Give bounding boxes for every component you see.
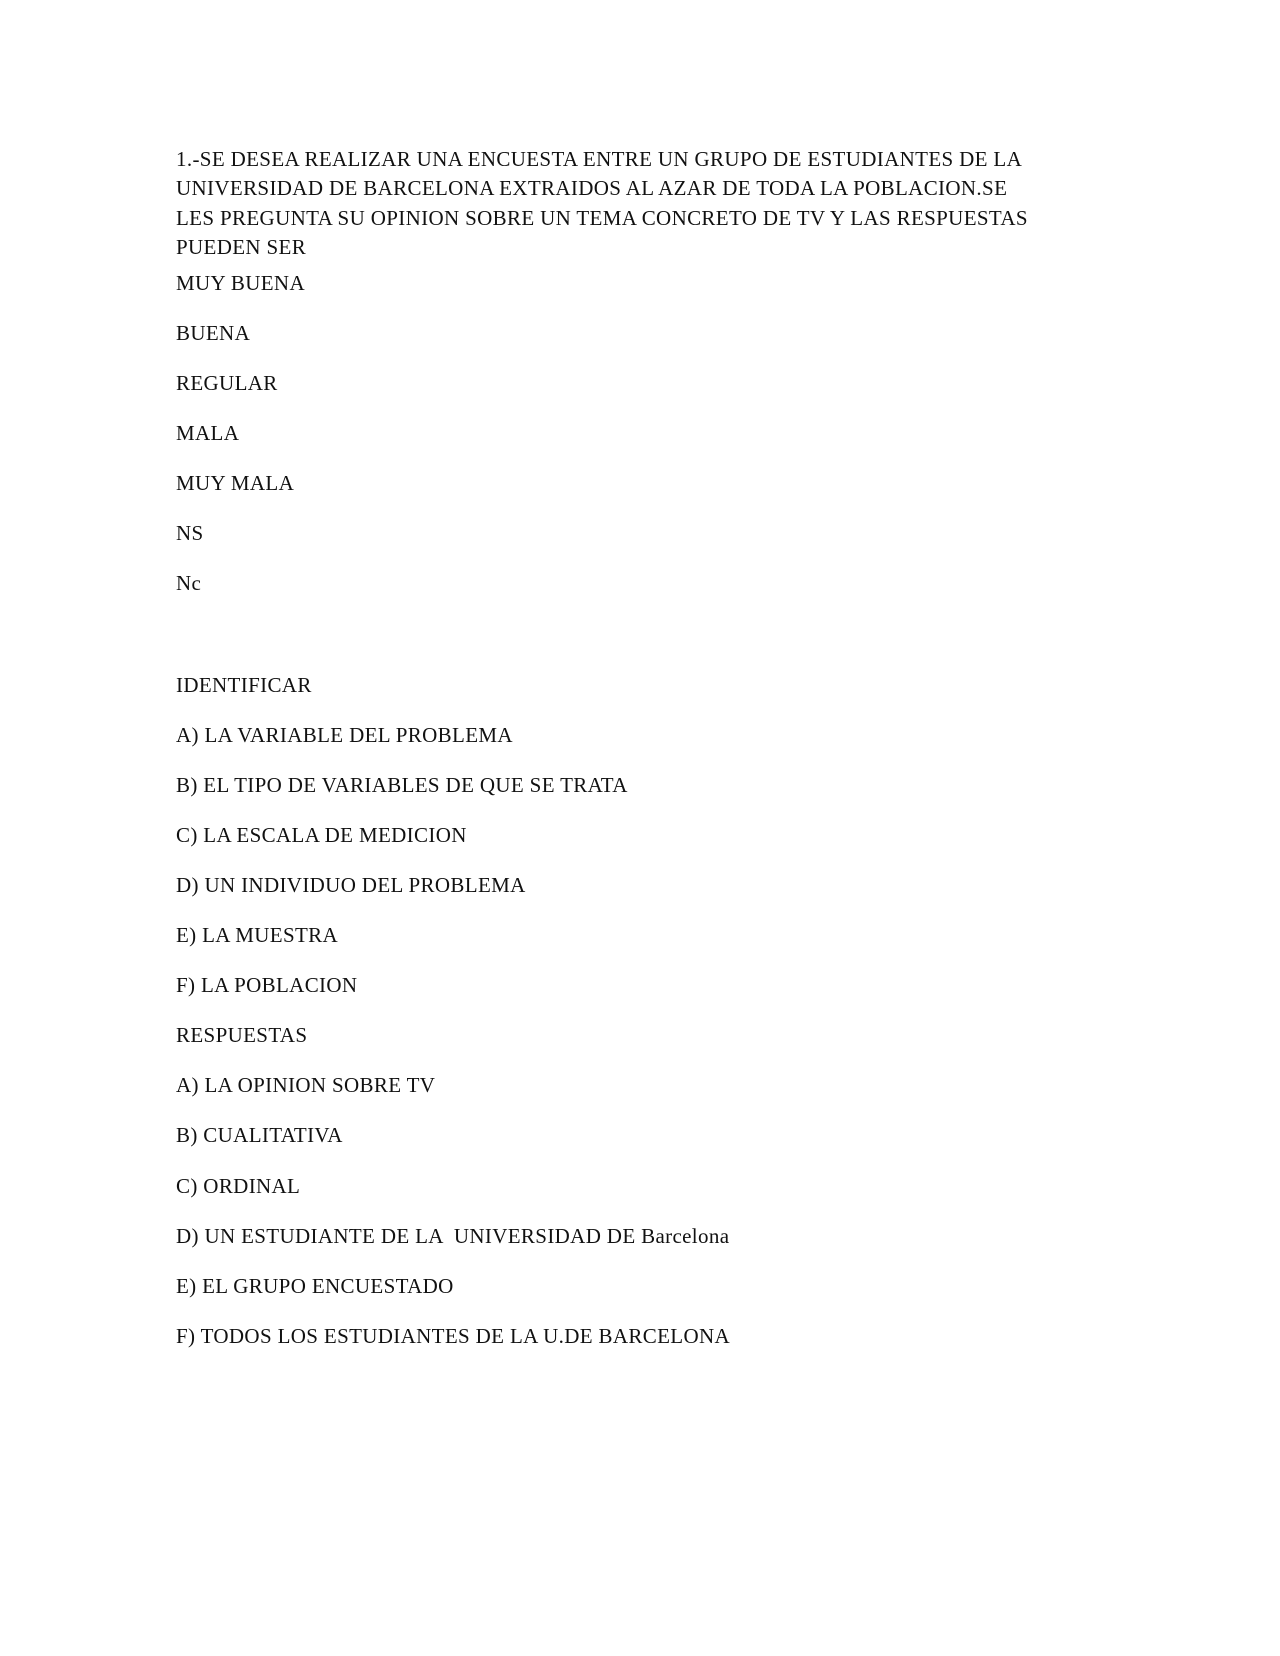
answer-item: C) ORDINAL	[176, 1174, 301, 1198]
response-option: MUY MALA	[176, 471, 295, 495]
question-item: A) LA VARIABLE DEL PROBLEMA	[176, 723, 513, 747]
response-option: NS	[176, 521, 204, 545]
response-option: MUY BUENA	[176, 271, 305, 295]
answer-item: F) TODOS LOS ESTUDIANTES DE LA U.DE BARCELONA	[176, 1324, 730, 1348]
answer-item: A) LA OPINION SOBRE TV	[176, 1073, 436, 1097]
problem-statement-line: UNIVERSIDAD DE BARCELONA EXTRAIDOS AL AZAR DE TODA LA POBLACION.SE	[176, 176, 1008, 201]
response-option: Nc	[176, 571, 202, 595]
answer-item: E) EL GRUPO ENCUESTADO	[176, 1274, 454, 1298]
response-option: REGULAR	[176, 371, 278, 395]
question-item: C) LA ESCALA DE MEDICION	[176, 823, 467, 847]
question-item: E) LA MUESTRA	[176, 923, 339, 947]
question-item: F) LA POBLACION	[176, 973, 358, 997]
response-option: MALA	[176, 421, 240, 445]
problem-statement-line: PUEDEN SER	[176, 234, 307, 259]
identify-heading: IDENTIFICAR	[176, 673, 312, 697]
response-option: BUENA	[176, 321, 251, 345]
question-item: B) EL TIPO DE VARIABLES DE QUE SE TRATA	[176, 773, 628, 797]
problem-statement	[176, 145, 1028, 262]
answer-item: B) CUALITATIVA	[176, 1123, 343, 1147]
problem-statement-line: LES PREGUNTA SU OPINION SOBRE UN TEMA CONCRETO DE TV Y LAS RESPUESTAS	[176, 205, 1028, 230]
answer-item: D) UN ESTUDIANTE DE LA UNIVERSIDAD DE Barcelona	[176, 1224, 730, 1248]
problem-statement-line: 1.-SE DESEA REALIZAR UNA ENCUESTA ENTRE UN GRUPO DE ESTUDIANTES DE LA	[176, 147, 1023, 171]
answers-heading: RESPUESTAS	[176, 1023, 308, 1047]
question-item: D) UN INDIVIDUO DEL PROBLEMA	[176, 873, 526, 897]
